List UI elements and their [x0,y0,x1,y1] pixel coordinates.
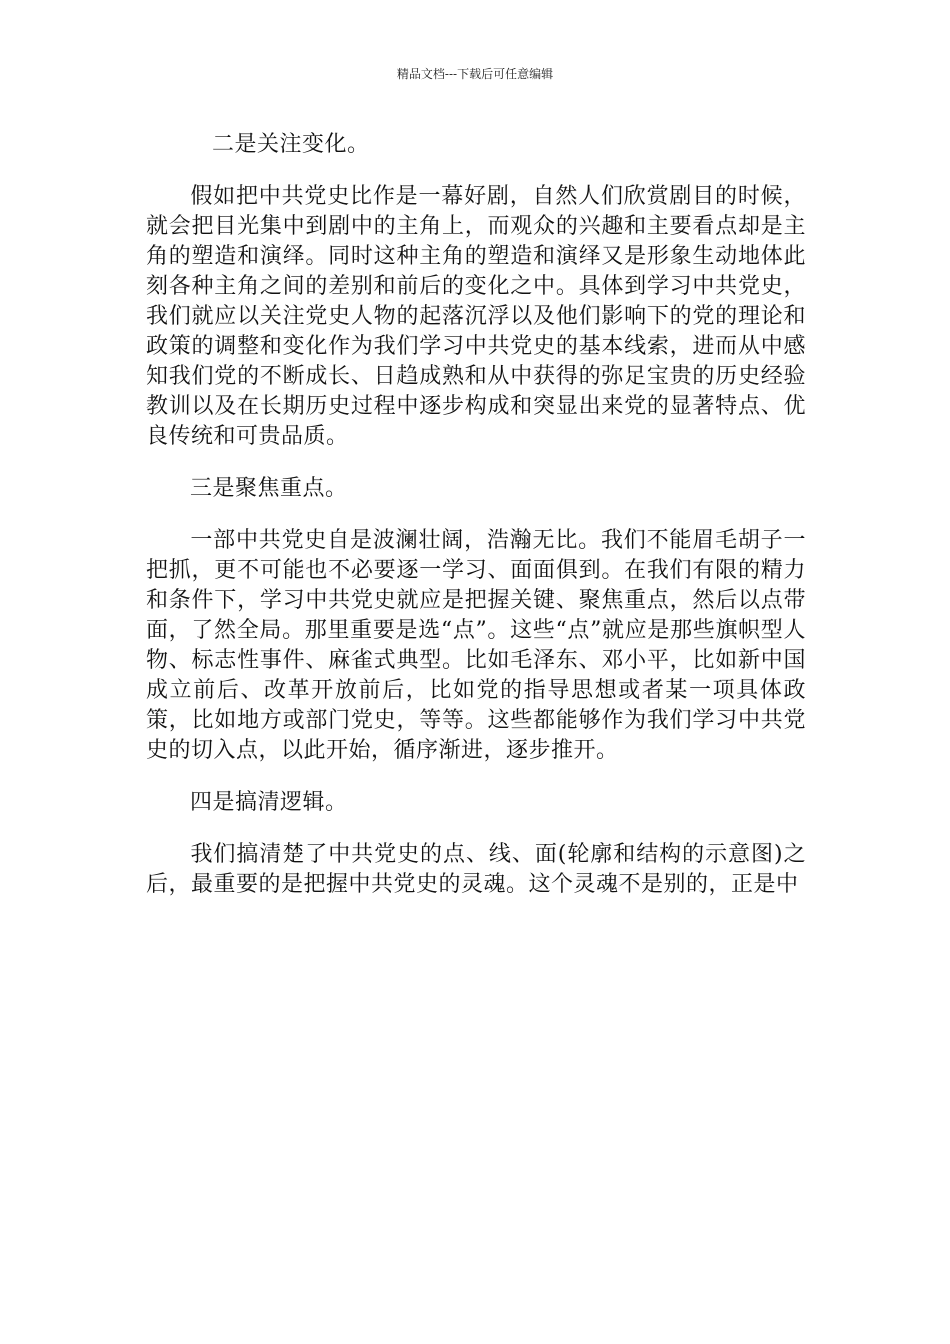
body-paragraph [146,182,806,452]
section-heading [146,474,806,504]
page-header: 精品文档---下载后可任意编辑 [396,67,554,81]
section-heading-text: 四是搞清逻辑。 [190,790,348,815]
body-paragraph-text: 我们搞清楚了中共党史的点、线、面(轮廓和结构的示意图)之后，最重要的是把握中共党史的灵魂。这个灵魂不是别的，正是中 [146,842,806,897]
body-paragraph-text: 一部中共党史自是波澜壮阔，浩瀚无比。我们不能眉毛胡子一把抓，更不可能也不必要逐一学习、面面俱到。在我们有限的精力和条件下，学习中共党史就应是把握关键、聚焦重点，然后以点带面，了然全局。那里重要是选“点”。这些“点”就应是那些旗帜型人物、标志性事件、麻雀式典型。比如毛泽东、邓小平，比如新中国成立前后、改革开放前后，比如党的指导思想或者某一项具体政策，比如地方或部门党史，等等。这些都能够作为我们学习中共党史的切入点，以此开始，循序渐进，逐步推开。 [146,528,806,763]
section-heading-text: 二是关注变化。 [212,132,370,157]
section-heading [146,130,806,160]
section-heading-text: 三是聚焦重点。 [190,476,348,501]
body-paragraph-text: 假如把中共党史比作是一幕好剧，自然人们欣赏剧目的时候，就会把目光集中到剧中的主角上，而观众的兴趣和主要看点却是主角的塑造和演绎。同时这种主角的塑造和演绎又是形象生动地体此刻各种主角之间的差别和前后的变化之中。具体到学习中共党史，我们就应以关注党史人物的起落沉浮以及他们影响下的党的理论和政策的调整和变化作为我们学习中共党史的基本线索，进而从中感知我们党的不断成长、日趋成熟和从中获得的弥足宝贵的历史经验教训以及在长期历史过程中逐步构成和突显出来党的显著特点、优良传统和可贵品质。 [146,184,806,449]
body-paragraph [146,526,806,766]
body-paragraph [146,840,806,900]
section-heading [146,788,806,818]
document-body [146,130,806,922]
